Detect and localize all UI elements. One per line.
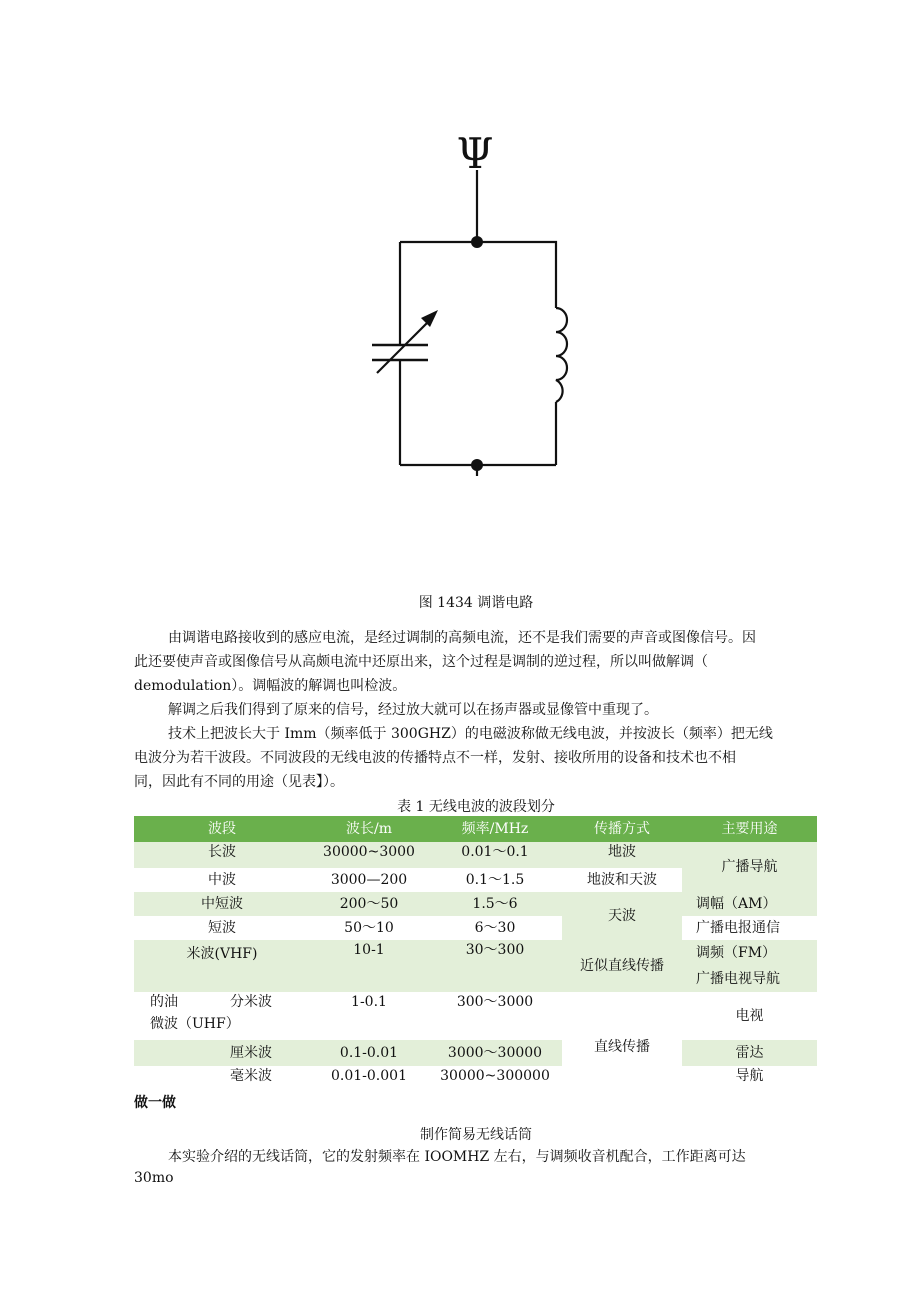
band-cell: 长波 xyxy=(134,842,310,868)
usage-cell: 电视 xyxy=(682,992,817,1040)
band-cell: 中短波 xyxy=(134,892,310,916)
band-cell: 毫米波 xyxy=(134,1066,310,1086)
paragraph-line: demodulation）。调幅波的解调也叫检波。 xyxy=(134,678,407,694)
usage-fm: 调频（FM） xyxy=(696,945,777,961)
wavelength-cell: 30000~3000 xyxy=(310,842,428,868)
usage-cell: 广播电报通信 xyxy=(682,916,817,940)
paragraph-line: 30mo xyxy=(134,1170,174,1186)
propagation-cell: 地波 xyxy=(562,842,682,868)
propagation-cell: 直线传播 xyxy=(562,992,682,1086)
paragraph-line: 同，因此有不同的用途（见表】）。 xyxy=(134,774,344,790)
band-cell: 厘米波 xyxy=(134,1040,310,1066)
table-row xyxy=(134,940,817,992)
usage-cell: 雷达 xyxy=(682,1040,817,1066)
frequency-cell: 300～3000 xyxy=(428,992,562,1040)
paragraph-line: 解调之后我们得到了原来的信号，经过放大就可以在扬声器或显像管中重现了。 xyxy=(168,702,658,718)
header-cell: 传播方式 xyxy=(562,816,682,842)
frequency-cell: 0.01～0.1 xyxy=(428,842,562,868)
paragraph-line: 电波分为若干波段。不同波段的无线电波的传播特点不一样，发射、接收所用的设备和技术也不相 xyxy=(134,750,736,766)
tuning-circuit-diagram xyxy=(360,120,600,490)
usage-cell: 导航 xyxy=(682,1066,817,1086)
section-heading: 做一做 xyxy=(134,1095,176,1111)
frequency-cell: 30～300 xyxy=(428,940,562,992)
paragraph-line: 技术上把波长大于 Imm（频率低于 300GHZ）的电磁波称做无线电波，并按波长（频率）把无线 xyxy=(168,726,773,742)
paragraph-line: 本实验介绍的无线话筒，它的发射频率在 IOOMHZ 左右，与调频收音机配合，工作距离可达 xyxy=(168,1149,746,1165)
wavelength-cell: 50～10 xyxy=(310,916,428,940)
table-title: 表 1 无线电波的波段划分 xyxy=(397,799,555,815)
frequency-cell: 1.5～6 xyxy=(428,892,562,916)
table-row xyxy=(134,892,817,916)
table-row xyxy=(134,916,817,940)
propagation-cell: 地波和天波 xyxy=(562,868,682,892)
microwave-label: 的油 xyxy=(150,994,178,1010)
wavelength-cell: 3000—200 xyxy=(310,868,428,892)
figure-caption: 图 1434 调谐电路 xyxy=(418,595,534,611)
usage-cell: 广播导航 xyxy=(682,842,817,892)
table-row xyxy=(134,992,817,1040)
band-cell xyxy=(134,992,310,1040)
microwave-label: 微波（UHF） xyxy=(150,1016,240,1032)
antenna-symbol: Ψ xyxy=(456,129,494,178)
usage-cell xyxy=(682,940,817,992)
header-cell: 主要用途 xyxy=(682,816,817,842)
table-row xyxy=(134,1066,817,1086)
propagation-cell: 近似直线传播 xyxy=(562,940,682,992)
header-cell: 波段 xyxy=(134,816,310,842)
band-cell: 中波 xyxy=(134,868,310,892)
band-cell: 短波 xyxy=(134,916,310,940)
propagation-cell: 天波 xyxy=(562,892,682,940)
wavelength-cell: 0.01-0.001 xyxy=(310,1066,428,1086)
header-cell: 波长/m xyxy=(310,816,428,842)
header-cell: 频率/MHz xyxy=(428,816,562,842)
table-row xyxy=(134,1040,817,1066)
frequency-cell: 6～30 xyxy=(428,916,562,940)
wavelength-cell: 10-1 xyxy=(310,940,428,992)
table-header-row xyxy=(134,816,817,842)
wavelength-cell: 1-0.1 xyxy=(310,992,428,1040)
frequency-cell: 30000~300000 xyxy=(428,1066,562,1086)
usage-cell: 调幅（AM） xyxy=(682,892,817,916)
paragraph-line: 此还要使声音或图像信号从高颇电流中还原出来，这个过程是调制的逆过程，所以叫做解调（ xyxy=(134,654,708,670)
usage-tv-nav: 广播电视导航 xyxy=(696,971,780,987)
wavelength-cell: 0.1-0.01 xyxy=(310,1040,428,1066)
frequency-cell: 0.1～1.5 xyxy=(428,868,562,892)
paragraph-line: 由调谐电路接收到的感应电流，是经过调制的高频电流，还不是我们需要的声音或图像信号。因 xyxy=(168,630,756,646)
wavelength-cell: 200～50 xyxy=(310,892,428,916)
band-name: 分米波 xyxy=(230,994,272,1010)
section-subtitle: 制作简易无线话筒 xyxy=(420,1127,532,1143)
frequency-cell: 3000～30000 xyxy=(428,1040,562,1066)
table-row xyxy=(134,842,817,868)
wave-band-table xyxy=(134,816,817,1086)
band-cell: 米波(VHF) xyxy=(134,940,310,992)
